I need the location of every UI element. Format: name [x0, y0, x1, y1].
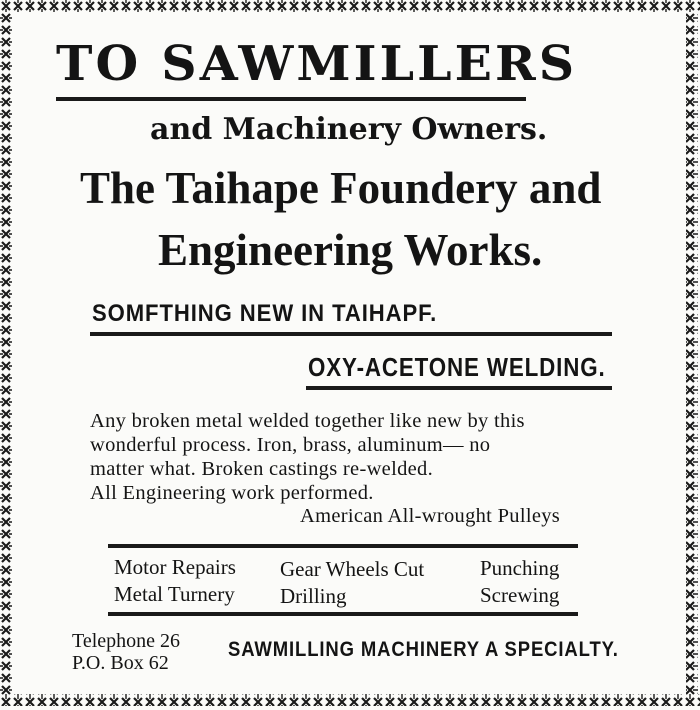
- process-heading-rule: [306, 386, 612, 390]
- company-name-line1: The Taihape Foundery and: [80, 163, 602, 213]
- body-line: Any broken metal welded together like new by this: [90, 410, 525, 432]
- title-rule: [56, 97, 526, 101]
- body-line: wonderful process. Iron, brass, aluminum— no: [90, 434, 491, 456]
- tagline: SOMFTHING NEW IN TAIHAPF.: [92, 300, 438, 327]
- pulleys-line: American All-wrought Pulleys: [300, 505, 561, 527]
- process-heading: OXY-ACETONE WELDING.: [308, 352, 606, 382]
- ad-subtitle: and Machinery Owners.: [150, 112, 548, 147]
- tagline-rule: [90, 332, 612, 336]
- telephone: Telephone 26: [72, 630, 181, 652]
- service-item: Motor Repairs: [114, 555, 236, 579]
- services-top-rule: [108, 544, 578, 548]
- body-line: All Engineering work performed.: [90, 482, 374, 504]
- service-item: Screwing: [480, 583, 560, 607]
- services-bottom-rule: [108, 612, 578, 616]
- po-box: P.O. Box 62: [72, 652, 169, 674]
- ad-title: TO SAWMILLERS: [56, 36, 578, 92]
- body-line: matter what. Broken castings re-welded.: [90, 458, 434, 480]
- specialty-line: SAWMILLING MACHINERY A SPECIALTY.: [228, 638, 619, 661]
- service-item: Metal Turnery: [114, 582, 235, 606]
- company-name-line2: Engineering Works.: [158, 225, 543, 275]
- service-item: Punching: [480, 556, 560, 580]
- service-item: Gear Wheels Cut: [280, 557, 425, 581]
- service-item: Drilling: [280, 584, 347, 608]
